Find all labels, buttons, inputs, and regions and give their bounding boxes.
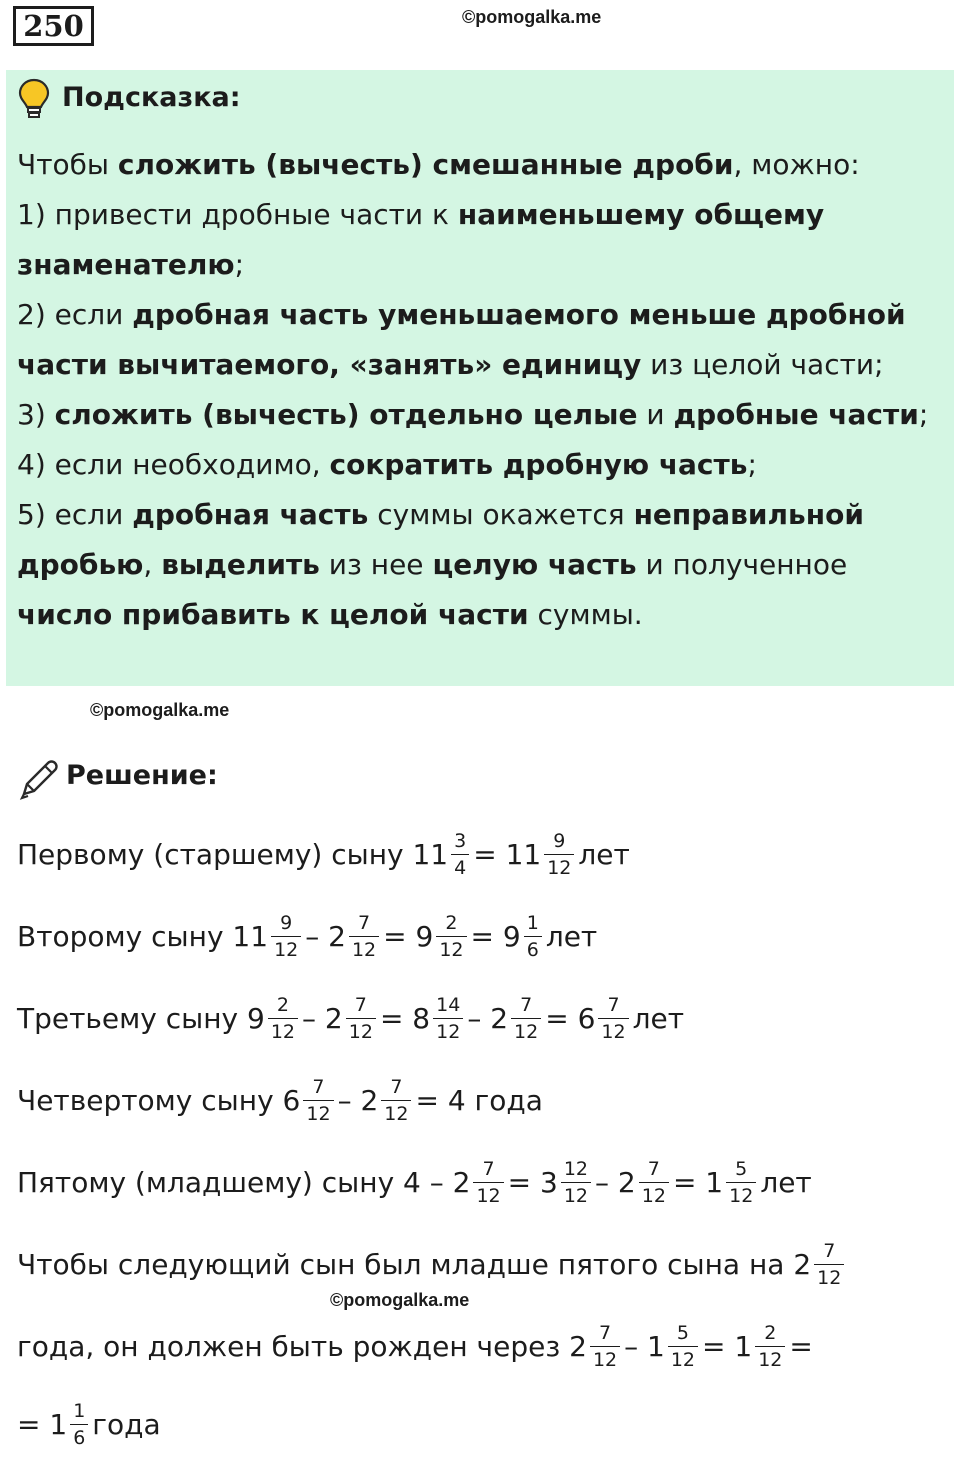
solution-line-8: = 1 $\frac{1}{6}$ года (17, 1400, 161, 1449)
fraction: $\frac{7}{12}$ (511, 994, 541, 1043)
hint-intro: Чтобы сложить (вычесть) смешанные дроби, можно: (17, 148, 860, 181)
fraction: $\frac{7}{12}$ (814, 1240, 844, 1289)
hint-step-4: 4) если необходимо, сократить дробную часть; (17, 448, 757, 481)
solution-line-1: Первому (старшему) сыну 11 $\frac{3}{4}$ = 11 $\frac{9}{12}$ лет (17, 830, 630, 879)
fraction: $\frac{2}{12}$ (268, 994, 298, 1043)
fraction: $\frac{1}{6}$ (524, 912, 542, 961)
hint-title: Подсказка: (62, 82, 241, 113)
fraction: $\frac{7}{12}$ (381, 1076, 411, 1125)
fraction: $\frac{5}{12}$ (668, 1322, 698, 1371)
fraction: $\frac{3}{4}$ (451, 830, 469, 879)
fraction: $\frac{7}{12}$ (349, 912, 379, 961)
solution-title: Решение: (66, 760, 218, 791)
hint-step-5: 5) если дробная часть суммы окажется неправильной дробью, выделить из нее целую часть и полученное число прибавить к целой части суммы. (17, 498, 864, 631)
fraction: $\frac{14}{12}$ (433, 994, 463, 1043)
hint-step-1: 1) привести дробные части к наименьшему общему знаменателю; (17, 198, 825, 281)
fraction: $\frac{9}{12}$ (271, 912, 301, 961)
hint-text (17, 140, 947, 640)
fraction: $\frac{7}{12}$ (598, 994, 628, 1043)
fraction: $\frac{9}{12}$ (544, 830, 574, 879)
problem-number: 250 (13, 6, 94, 46)
fraction: $\frac{2}{12}$ (436, 912, 466, 961)
fraction: $\frac{5}{12}$ (726, 1158, 756, 1207)
fraction: $\frac{7}{12}$ (303, 1076, 333, 1125)
fraction: $\frac{7}{12}$ (639, 1158, 669, 1207)
watermark-top: ©pomogalka.me (462, 7, 602, 27)
pencil-icon (18, 758, 60, 800)
watermark-middle: ©pomogalka.me (90, 700, 230, 720)
solution-line-7: года, он должен быть рожден через 2 $\frac{7}{12}$ – 1 $\frac{5}{12}$ = 1 $\frac{2}{12}$ = (17, 1322, 813, 1371)
fraction: $\frac{1}{6}$ (70, 1400, 88, 1449)
fraction: $\frac{7}{12}$ (473, 1158, 503, 1207)
fraction: $\frac{7}{12}$ (590, 1322, 620, 1371)
watermark-bottom: ©pomogalka.me (330, 1290, 470, 1310)
fraction: $\frac{2}{12}$ (755, 1322, 785, 1371)
solution-line-5: Пятому (младшему) сыну 4 – 2 $\frac{7}{12}$ = 3 $\frac{12}{12}$ – 2 $\frac{7}{12}$ = 1 $\frac{5}{12}$ лет (17, 1158, 812, 1207)
fraction: $\frac{7}{12}$ (346, 994, 376, 1043)
solution-line-3: Третьему сыну 9 $\frac{2}{12}$ – 2 $\frac{7}{12}$ = 8 $\frac{14}{12}$ – 2 $\frac{7}{12}$ = 6 $\frac{7}{12}$ лет (17, 994, 685, 1043)
solution-line-6: Чтобы следующий сын был младше пятого сына на 2 $\frac{7}{12}$ (17, 1240, 848, 1289)
lightbulb-icon (18, 78, 50, 120)
solution-line-2: Второму сыну 11 $\frac{9}{12}$ – 2 $\frac{7}{12}$ = 9 $\frac{2}{12}$ = 9 $\frac{1}{6}$ лет (17, 912, 598, 961)
hint-step-3: 3) сложить (вычесть) отдельно целые и дробные части; (17, 398, 929, 431)
solution-line-4: Четвертому сыну 6 $\frac{7}{12}$ – 2 $\frac{7}{12}$ = 4 года (17, 1076, 543, 1125)
hint-step-2: 2) если дробная часть уменьшаемого меньше дробной части вычитаемого, «занять» единицу из целой части; (17, 298, 906, 381)
fraction: $\frac{12}{12}$ (561, 1158, 591, 1207)
